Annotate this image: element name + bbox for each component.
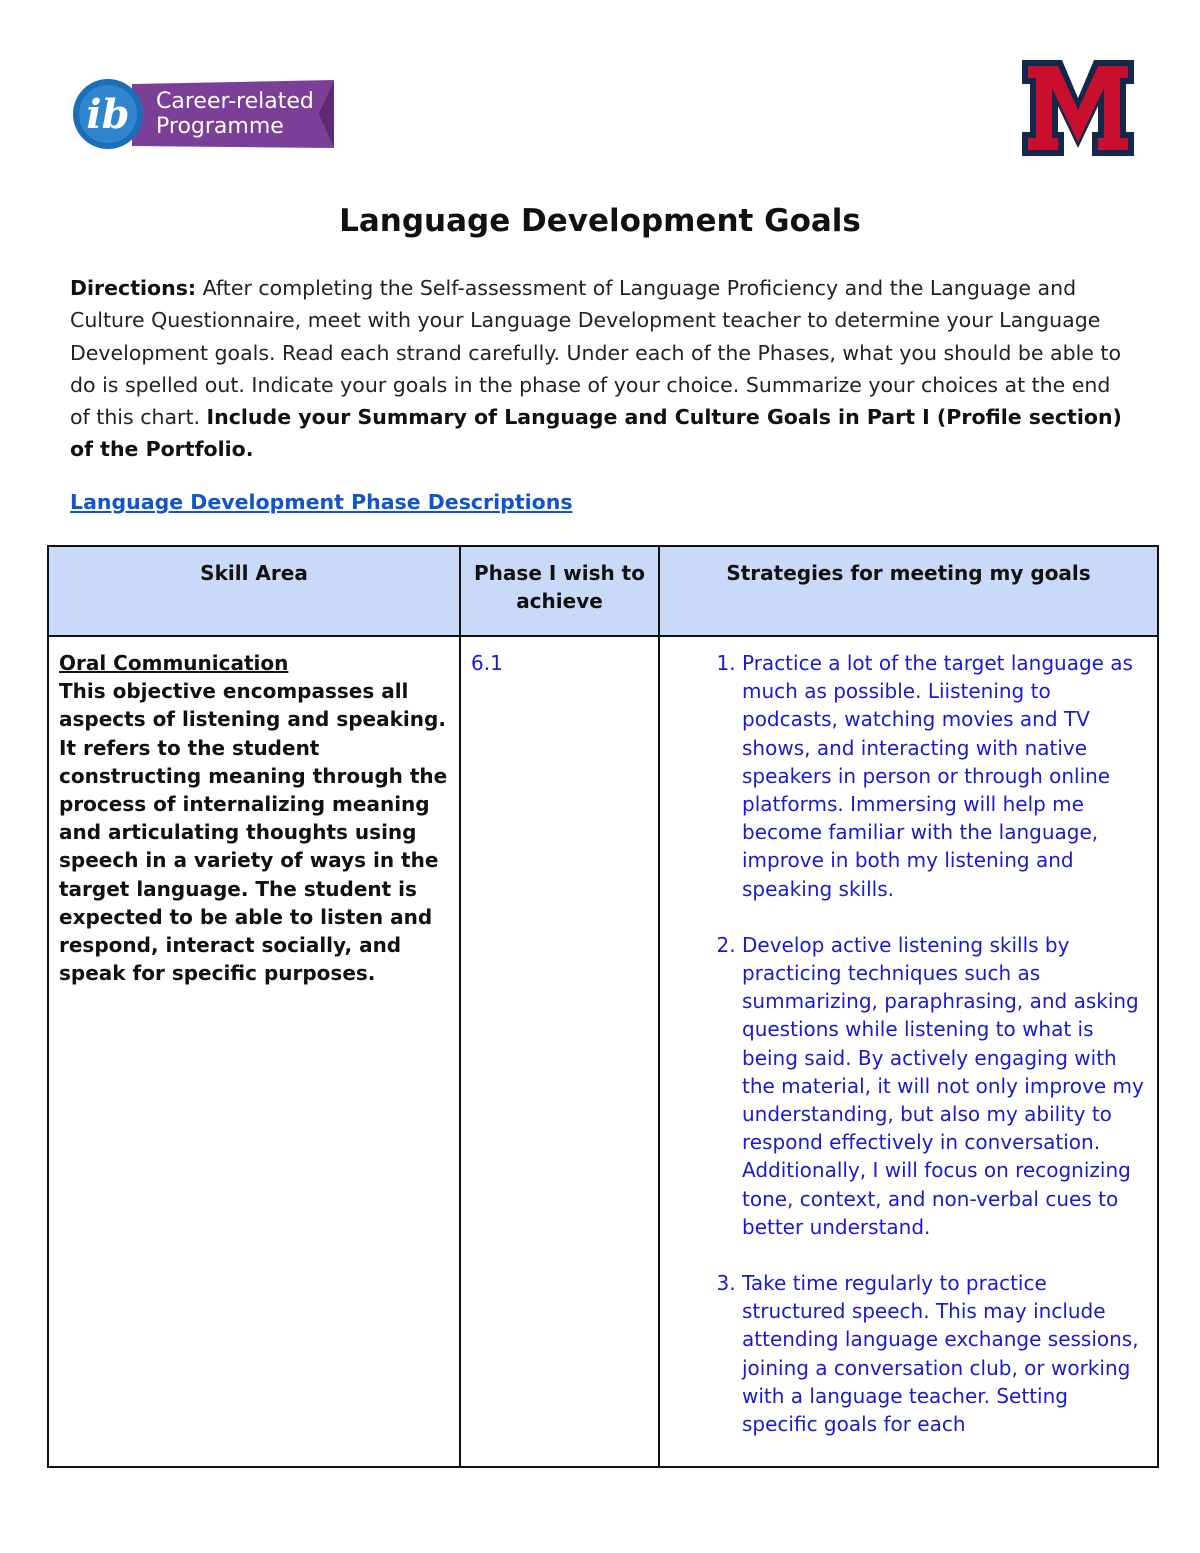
strategies-list bbox=[670, 649, 1147, 1438]
school-m-logo bbox=[1020, 58, 1136, 158]
table-row bbox=[48, 636, 1158, 1467]
table-header-row bbox=[48, 546, 1158, 636]
header-skill-area: Skill Area bbox=[48, 546, 460, 636]
strategy-item-1: 1. Practice a lot of the target language as much as possible. Liistening to podcasts, watching movies and TV shows, and interacting with native speakers in person or through online platforms. Immersing will help me become familiar with the language, improve in both my listening and speaking skills. bbox=[742, 649, 1147, 903]
skill-name: Oral Communication bbox=[59, 651, 289, 675]
header-strategies: Strategies for meeting my goals bbox=[659, 546, 1158, 636]
header-phase: Phase I wish to achieve bbox=[460, 546, 659, 636]
ib-mark-text: ib bbox=[86, 91, 130, 138]
directions-text: After completing the Self-assessment of Language Proficiency and the Language and Culture Questionnaire, meet with your Language Development teacher to determine your Language Development goals. Read each strand carefully. Under each of the Phases, what you should be able to do is spelled out. Indicate your goals in the phase of your choice. Summarize your choices at the end of this chart. bbox=[70, 276, 1122, 430]
skill-description: This objective encompasses all aspects of listening and speaking. It refers to the student constructing meaning through the process of internalizing meaning and articulating thoughts using speech in a variety of ways in the target language. The student is expected to be able to listen and respond, interact socially, and speak for specific purposes. bbox=[59, 679, 448, 986]
goals-table bbox=[47, 545, 1159, 1468]
directions-paragraph bbox=[70, 272, 1132, 466]
page-title: Language Development Goals bbox=[339, 203, 861, 239]
skill-area-cell bbox=[48, 636, 460, 1467]
ib-logo-line1: Career-related bbox=[156, 89, 314, 114]
strategy-item-3: 3. Take time regularly to practice structured speech. This may include attending language exchange sessions, joining a conversation club, or working with a language teacher. Setting specific goals for each bbox=[742, 1269, 1147, 1438]
strategies-cell[interactable] bbox=[659, 636, 1158, 1467]
directions-label: Directions: bbox=[70, 276, 197, 300]
ib-cp-logo bbox=[72, 76, 337, 152]
phase-cell[interactable] bbox=[460, 636, 659, 1467]
phase-value: 6.1 bbox=[471, 651, 503, 675]
strategy-item-2: 2. Develop active listening skills by practicing techniques such as summarizing, paraphrasing, and asking questions while listening to what is being said. By actively engaging with the material, it will not only improve my understanding, but also my ability to respond effectively in conversation. Additionally, I will focus on recognizing tone, context, and non-verbal cues to better understand. bbox=[742, 931, 1147, 1241]
phase-descriptions-link[interactable]: Language Development Phase Descriptions bbox=[70, 490, 573, 514]
directions-emphasis: Include your Summary of Language and Culture Goals in Part I (Profile section) of the Portfolio. bbox=[70, 405, 1122, 462]
ib-logo-line2: Programme bbox=[156, 114, 284, 139]
